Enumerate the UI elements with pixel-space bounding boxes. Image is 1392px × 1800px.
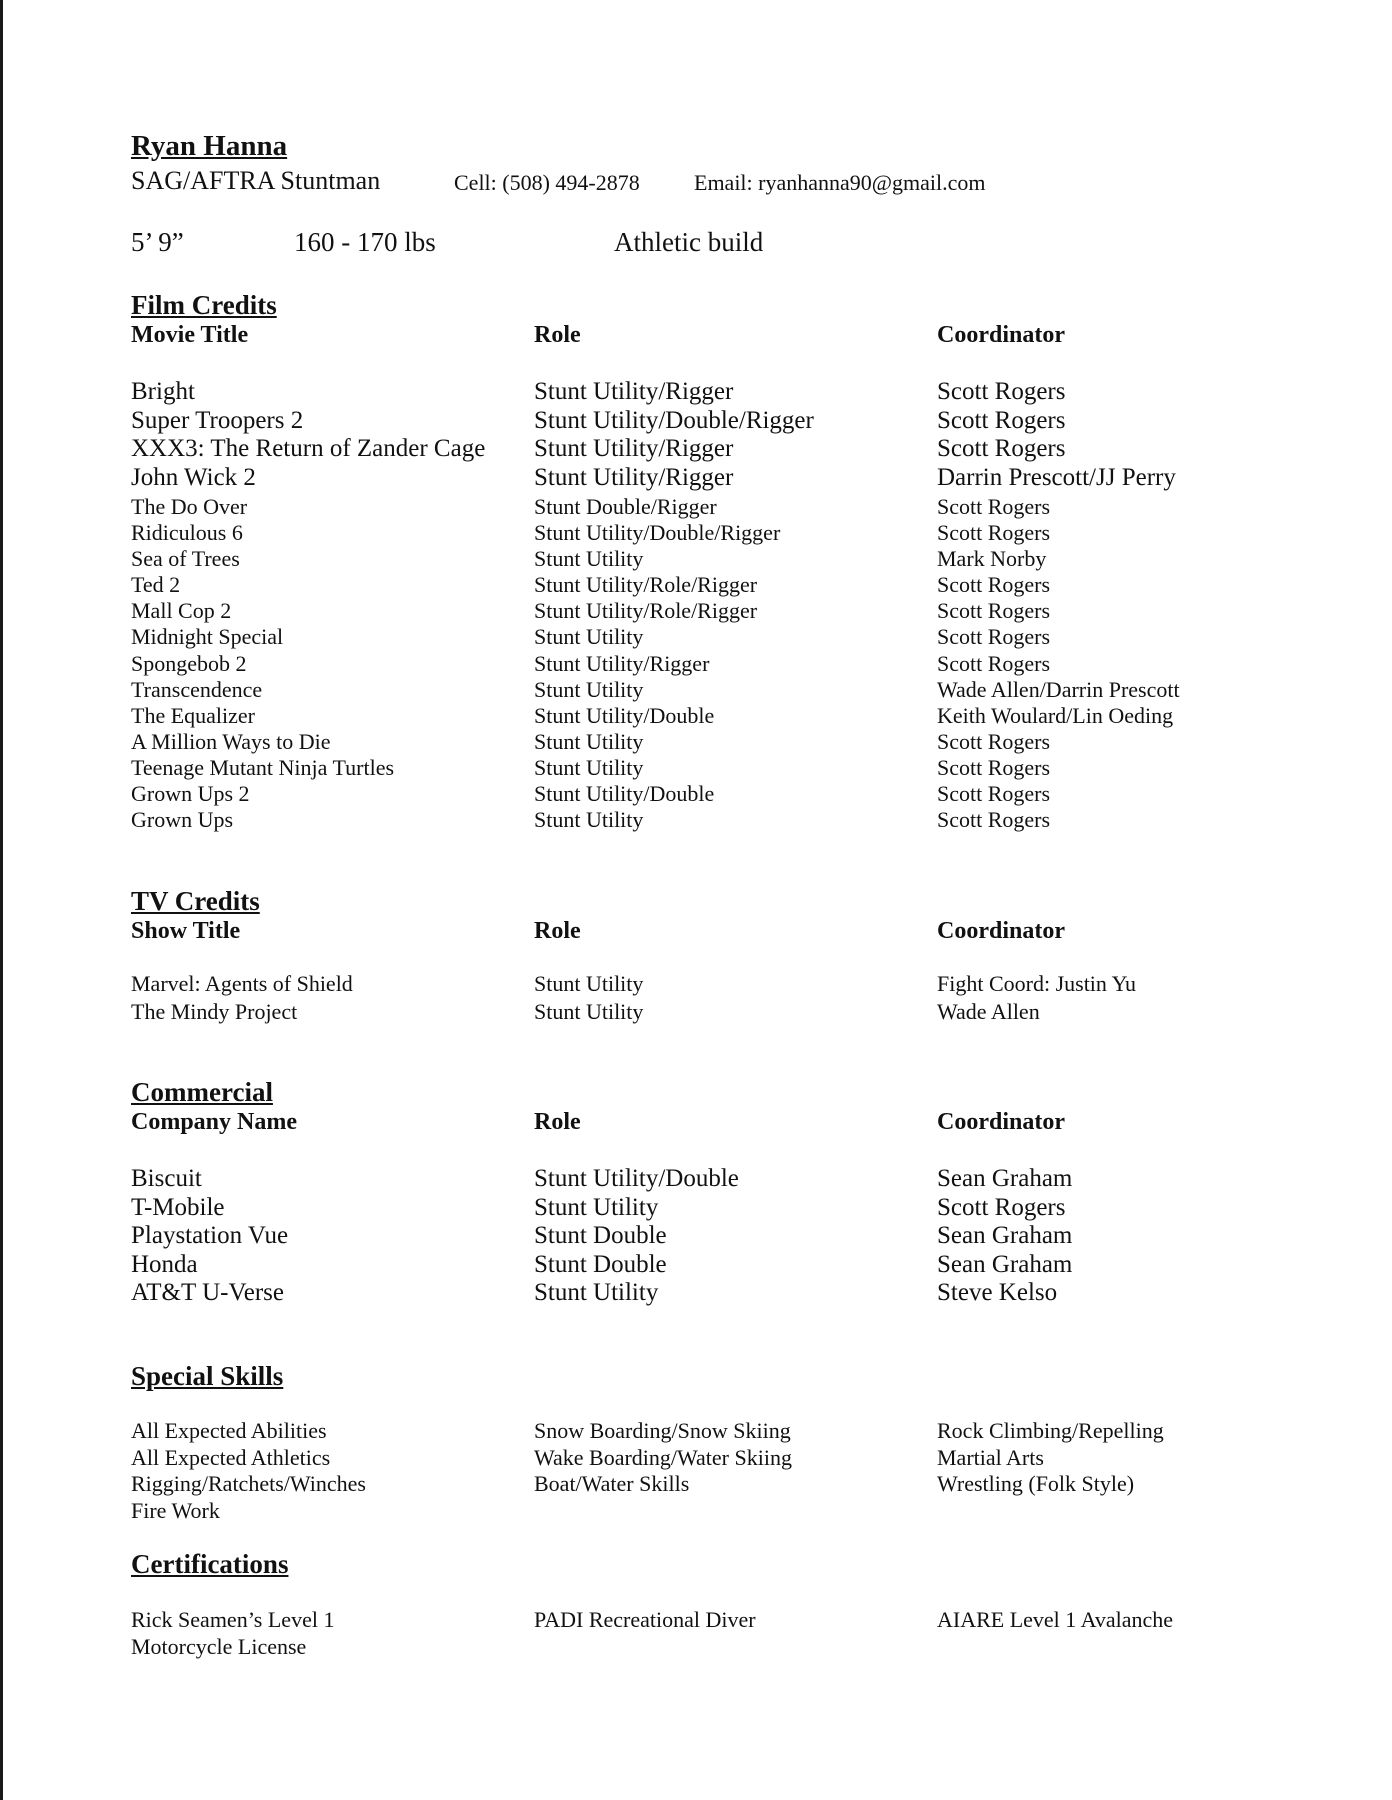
skill-col1: Fire Work (131, 1497, 220, 1523)
list-item (131, 1445, 1281, 1472)
film-title: Ted 2 (131, 572, 181, 598)
table-row (131, 651, 1281, 677)
certifications-list (131, 1606, 1281, 1660)
film-coordinator: Keith Woulard/Lin Oeding (937, 702, 1174, 728)
table-row (131, 998, 1281, 1026)
film-coordinator: Scott Rogers (937, 572, 1051, 598)
film-coordinator: Scott Rogers (937, 754, 1051, 780)
skill-col1: All Expected Abilities (131, 1418, 327, 1443)
cert-col3: AIARE Level 1 Avalanche (937, 1607, 1174, 1632)
company-name: Honda (131, 1250, 198, 1278)
film-title: Grown Ups (131, 807, 234, 833)
cell-phone: Cell: (508) 494-2878 (454, 170, 640, 195)
table-row (131, 572, 1281, 598)
film-title: Bright (131, 378, 195, 405)
film-title: Super Troopers 2 (131, 406, 304, 434)
cert-col1: Rick Seamen’s Level 1 (131, 1607, 335, 1632)
height-stat: 5’ 9” (131, 227, 184, 257)
commercial-coordinator: Scott Rogers (937, 1193, 1066, 1221)
skill-col2: Snow Boarding/Snow Skiing (534, 1418, 791, 1443)
show-coordinator: Fight Coord: Justin Yu (937, 971, 1137, 996)
table-row (131, 970, 1281, 998)
commercial-coordinator: Sean Graham (937, 1222, 1073, 1250)
film-coordinator: Scott Rogers (937, 406, 1066, 434)
cert-col1: Motorcycle License (131, 1634, 307, 1659)
special-skills-heading: Special Skills (131, 1361, 284, 1391)
film-role: Stunt Utility/Rigger (534, 650, 710, 676)
table-row (131, 1279, 1281, 1308)
table-row (131, 1251, 1281, 1280)
table-row (131, 546, 1281, 572)
table-row (131, 807, 1281, 833)
film-role: Stunt Utility/Double/Rigger (534, 406, 814, 434)
table-row (131, 703, 1281, 729)
film-role: Stunt Utility/Double (534, 781, 715, 807)
weight-stat: 160 - 170 lbs (294, 227, 436, 257)
film-coordinator: Scott Rogers (937, 494, 1051, 519)
film-role: Stunt Utility/Role/Rigger (534, 572, 758, 598)
film-role: Stunt Utility/Double (534, 702, 715, 728)
film-title: The Equalizer (131, 702, 255, 728)
film-col-title: Movie Title (131, 322, 249, 348)
film-coordinator: Scott Rogers (937, 728, 1051, 754)
film-title: Spongebob 2 (131, 650, 247, 676)
film-coordinator: Scott Rogers (937, 378, 1066, 405)
table-row (131, 598, 1281, 624)
company-name: AT&T U-Verse (131, 1279, 284, 1307)
skill-col3: Rock Climbing/Repelling (937, 1418, 1164, 1443)
film-coordinator: Scott Rogers (937, 807, 1051, 833)
tv-col-title: Show Title (131, 918, 241, 944)
film-title: John Wick 2 (131, 463, 256, 491)
film-role: Stunt Utility (534, 676, 644, 702)
film-title: Teenage Mutant Ninja Turtles (131, 754, 395, 780)
film-credits-heading: Film Credits (131, 290, 277, 320)
email-address: Email: ryanhanna90@gmail.com (694, 170, 986, 195)
commercial-coordinator: Sean Graham (937, 1165, 1073, 1192)
film-col-role: Role (534, 322, 581, 348)
resume-name: Ryan Hanna (131, 130, 288, 162)
tv-col-role: Role (534, 918, 581, 944)
tv-col-coordinator: Coordinator (937, 918, 1065, 944)
company-name: T-Mobile (131, 1193, 225, 1221)
commercial-col-coordinator: Coordinator (937, 1109, 1065, 1135)
list-item (131, 1498, 1281, 1525)
cert-col2: PADI Recreational Diver (534, 1607, 756, 1632)
skill-col2: Wake Boarding/Water Skiing (534, 1444, 792, 1470)
film-coordinator: Scott Rogers (937, 520, 1051, 546)
company-name: Biscuit (131, 1165, 202, 1192)
table-row (131, 494, 1281, 520)
commercial-coordinator: Steve Kelso (937, 1279, 1058, 1307)
commercial-coordinator: Sean Graham (937, 1250, 1073, 1278)
table-row (131, 435, 1281, 464)
table-row (131, 1222, 1281, 1251)
film-role: Stunt Utility (534, 728, 644, 754)
film-role: Stunt Double/Rigger (534, 494, 717, 519)
show-role: Stunt Utility (534, 998, 644, 1024)
table-row (131, 677, 1281, 703)
film-credits-list-primary (131, 378, 1281, 492)
commercial-role: Stunt Double (534, 1222, 667, 1250)
commercial-heading: Commercial (131, 1077, 273, 1107)
film-coordinator: Scott Rogers (937, 598, 1051, 624)
film-role: Stunt Utility/Rigger (534, 463, 734, 491)
film-role: Stunt Utility (534, 807, 644, 833)
film-col-coordinator: Coordinator (937, 322, 1065, 348)
film-coordinator: Wade Allen/Darrin Prescott (937, 676, 1180, 702)
table-row (131, 781, 1281, 807)
list-item (131, 1471, 1281, 1498)
skill-col3 (937, 1498, 1281, 1525)
table-row (131, 407, 1281, 436)
table-row (131, 729, 1281, 755)
film-role: Stunt Utility/Role/Rigger (534, 598, 758, 624)
film-role: Stunt Utility (534, 546, 644, 572)
show-title: Marvel: Agents of Shield (131, 971, 353, 996)
show-title: The Mindy Project (131, 998, 298, 1024)
table-row (131, 378, 1281, 407)
table-row (131, 624, 1281, 650)
commercial-list (131, 1165, 1281, 1308)
film-credits-list-secondary (131, 494, 1281, 833)
film-role: Stunt Utility (534, 754, 644, 780)
cert-col2 (534, 1633, 937, 1660)
skill-col2 (534, 1498, 937, 1525)
film-coordinator: Scott Rogers (937, 435, 1066, 463)
union-status: SAG/AFTRA Stuntman (131, 166, 381, 195)
list-item (131, 1633, 1281, 1660)
table-row (131, 1194, 1281, 1223)
table-row (131, 520, 1281, 546)
certifications-heading: Certifications (131, 1549, 289, 1579)
skill-col3: Wrestling (Folk Style) (937, 1471, 1135, 1496)
company-name: Playstation Vue (131, 1222, 289, 1250)
commercial-col-company: Company Name (131, 1109, 297, 1135)
film-title: The Do Over (131, 494, 248, 519)
commercial-role: Stunt Utility/Double (534, 1165, 739, 1192)
list-item (131, 1418, 1281, 1445)
film-role: Stunt Utility/Double/Rigger (534, 520, 781, 546)
special-skills-list (131, 1418, 1281, 1524)
tv-credits-list (131, 970, 1281, 1025)
film-title: A Million Ways to Die (131, 728, 331, 754)
table-row (131, 755, 1281, 781)
film-role: Stunt Utility/Rigger (534, 378, 734, 405)
film-role: Stunt Utility (534, 624, 644, 650)
table-row (131, 1165, 1281, 1194)
film-title: Transcendence (131, 676, 263, 702)
film-coordinator: Darrin Prescott/JJ Perry (937, 463, 1176, 491)
film-title: Grown Ups 2 (131, 781, 250, 807)
skill-col1: Rigging/Ratchets/Winches (131, 1471, 366, 1496)
skill-col2: Boat/Water Skills (534, 1471, 690, 1496)
tv-credits-heading: TV Credits (131, 886, 260, 916)
commercial-role: Stunt Utility (534, 1193, 659, 1221)
commercial-col-role: Role (534, 1109, 581, 1135)
table-row (131, 464, 1281, 493)
cert-col3 (937, 1633, 1281, 1660)
film-title: Sea of Trees (131, 546, 240, 572)
commercial-role: Stunt Double (534, 1250, 667, 1278)
show-coordinator: Wade Allen (937, 998, 1040, 1024)
film-coordinator: Scott Rogers (937, 624, 1051, 650)
film-title: XXX3: The Return of Zander Cage (131, 435, 486, 463)
film-title: Mall Cop 2 (131, 598, 232, 624)
film-coordinator: Scott Rogers (937, 650, 1051, 676)
show-role: Stunt Utility (534, 971, 644, 996)
skill-col1: All Expected Athletics (131, 1444, 331, 1470)
list-item (131, 1606, 1281, 1633)
film-coordinator: Mark Norby (937, 546, 1047, 572)
film-title: Ridiculous 6 (131, 520, 243, 546)
film-title: Midnight Special (131, 624, 284, 650)
skill-col3: Martial Arts (937, 1444, 1044, 1470)
build-stat: Athletic build (614, 227, 764, 257)
film-coordinator: Scott Rogers (937, 781, 1051, 807)
film-role: Stunt Utility/Rigger (534, 435, 734, 463)
commercial-role: Stunt Utility (534, 1279, 659, 1307)
